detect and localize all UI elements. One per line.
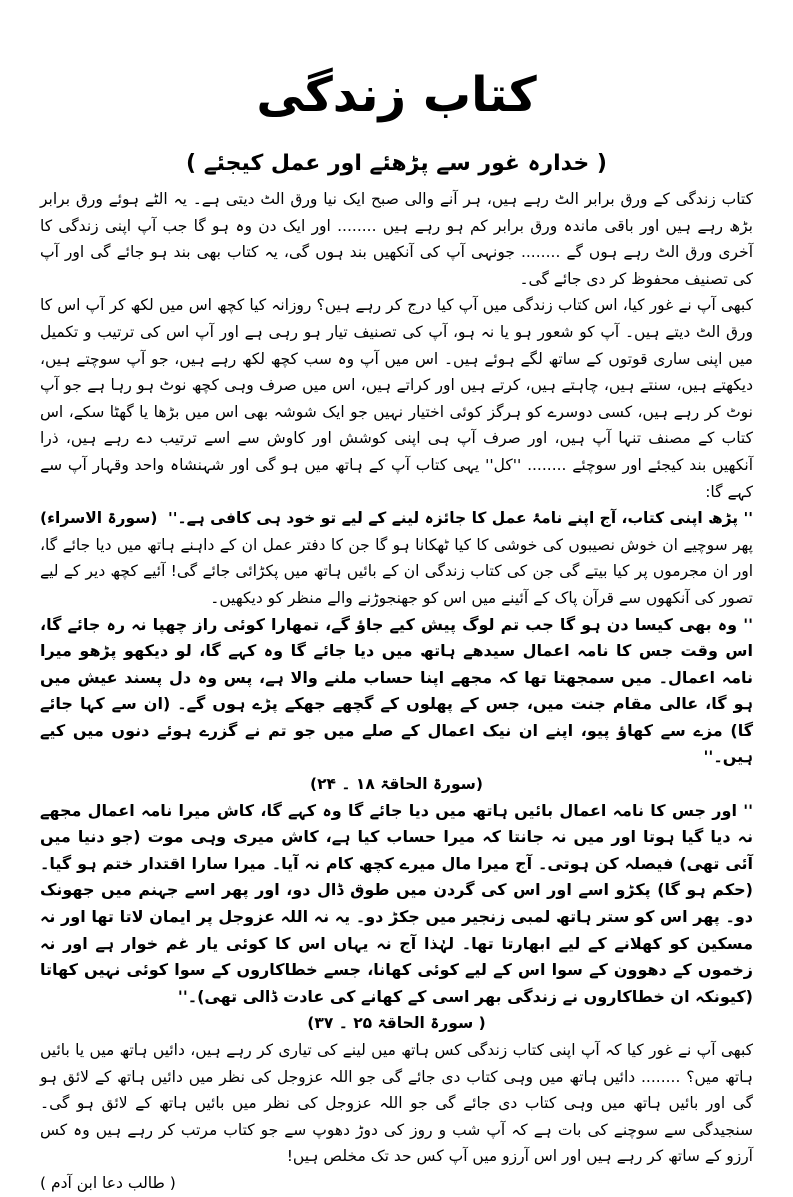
- paragraph-6: کبھی آپ نے غور کیا کہ آپ اپنی کتاب زندگی کس ہاتھ میں لینے کی تیاری کر رہے ہیں، دائیں ہاتھ میں یا بائیں ہاتھ میں؟ ........ دائیں ہاتھ میں وہی کتاب دی جائے گی جو اللہ عزوجل کی نظر میں دائیں ہاتھ کے لائق ہو گی اور بائیں ہاتھ میں وہی کتاب دی جائے گی جو اللہ عزوجل کی نظر میں بائیں ہاتھ کے لائق ہو گی۔ سنجیدگی سے سوچنے کی بات ہے کہ آپ شب و روز کی دوڑ دھوپ سے جو کتاب مرتب کر رہے ہیں وہ کس آرزو کے ساتھ کر رہے ہیں اور اس آرزو میں آپ کس حد تک مخلص ہیں!: [40, 1041, 753, 1166]
- paragraph-4-reference: (سورۃ الحاقۃ ۱۸ ۔ ۲۴): [309, 775, 483, 794]
- signature-row: [40, 1170, 753, 1197]
- page-title: کتاب زندگی: [256, 67, 537, 123]
- quote-1: [40, 505, 753, 532]
- quote-1-reference: (سورۃ الاسراء): [40, 509, 158, 528]
- paragraph-2: کبھی آپ نے غور کیا، اس کتاب زندگی میں آپ کیا درج کر رہے ہیں؟ روزانہ کیا کچھ اس میں لکھ کر آپ اس کا ورق الٹ دیتے ہیں۔ آپ کو شعور ہو یا نہ ہو، آپ کی تصنیف تیار ہو رہی ہے اور آپ اس کی ترتیب و تکمیل میں اپنی ساری قوتوں کے ساتھ لگے ہوئے ہیں۔ اس میں آپ وہ سب کچھ لکھ رہے ہیں، جو آپ سوچتے ہیں، دیکھتے ہیں، سنتے ہیں، چاہتے ہیں، کرتے ہیں اور کراتے ہیں، اس میں صرف وہی کچھ نوٹ ہو رہا ہے جو آپ نوٹ کر رہے ہیں، کسی دوسرے کو ہرگز کوئی اختیار نہیں جو ایک شوشہ بھی اس میں بڑھا یا گھٹا سکے، اس کتاب کے مصنف تنہا آپ ہیں، اور صرف آپ ہی اپنی کوشش اور کاوش سے اسے ترتیب دے رہے ہیں، ذرا آنکھیں بند کیجئے اور سوچئے ........ ''کل'' یہی کتاب آپ کے ہاتھ میں ہو گی اور شہنشاہ واحد وقہار آپ سے کہے گا:: [40, 296, 753, 501]
- paragraph-5: '' اور جس کا نامہ اعمال بائیں ہاتھ میں دیا جائے گا وہ کہے گا، کاش میرا نامہ اعمال مجھے نہ دیا گیا ہوتا اور میں نہ جانتا کہ میرا حساب کیا ہے، کاش میری وہی موت (جو دنیا میں آئی تھی) فیصلہ کن ہوتی۔ آج میرا مال میرے کچھ کام نہ آیا۔ میرا سارا اقتدار ختم ہو گیا۔ (حکم ہو گا) پکڑو اسے اور اس کی گردن میں طوق ڈال دو، اور پھر اسے جہنم میں جھونک دو۔ پھر اس کو ستر ہاتھ لمبی زنجیر میں جکڑ دو۔ یہ نہ اللہ عزوجل پر ایمان لاتا تھا اور نہ مسکین کو کھلانے کے لیے ابھارتا تھا۔ لہٰذا آج نہ یہاں اس کا کوئی یار غم خوار ہے اور نہ زخموں کے دھوون کے سوا اس کے لیے کوئی کھانا، جسے خطاکاروں کے سوا کوئی نہیں کھاتا (کیونکہ ان خطاکاروں نے زندگی بھر اسی کے کھانے کی عادت ڈالی تھی)۔'': [40, 800, 753, 1006]
- paragraph-1: کتاب زندگی کے ورق برابر الٹ رہے ہیں، ہر آنے والی صبح ایک نیا ورق الٹ دیتی ہے۔ یہ الٹے ہوئے ورق برابر بڑھ رہے ہیں اور باقی ماندہ ورق برابر کم ہو رہے ہیں ........ اور ایک دن وہ ہو گا جب آپ اپنی زندگی کا آخری ورق الٹ رہے ہوں گے ........ جونہی آپ کی آنکھیں بند ہوں گی، یہ کتاب بھی بند ہو جائے گی اور آپ کی تصنیف محفوظ کر دی جائے گی۔: [40, 190, 753, 288]
- paragraph-3: پھر سوچیے ان خوش نصیبوں کی خوشی کا کیا ٹھکانا ہو گا جن کا دفتر عمل ان کے داہنے ہاتھ میں دیا جائے گا، اور ان مجرموں پر کیا بیتے گی جن کی کتاب زندگی ان کے بائیں ہاتھ میں پکڑائی جائے گی! آئیے کچھ دیر کے لیے تصور کی آنکھوں سے قرآن پاک کے آئینے میں اس کو جھنجوڑنے والے منظر کو دیکھیں۔: [40, 535, 753, 607]
- paragraph-4: '' وہ بھی کیسا دن ہو گا جب تم لوگ پیش کیے جاؤ گے، تمھارا کوئی راز چھپا نہ رہ جائے گا، اس وقت جس کا نامہ اعمال سیدھے ہاتھ میں دیا جائے گا وہ کہے گا، لو دیکھو پڑھو میرا نامہ اعمال۔ میں سمجھتا تھا کہ مجھے اپنا حساب ملنے والا ہے، پس وہ دل پسند عیش میں ہو گا، عالی مقام جنت میں، جس کے پھلوں کے گچھے جھکے پڑے ہوں گے۔ (ان سے کہا جائے گا) مزے سے کھاؤ پیو، اپنے ان نیک اعمال کے صلے میں جو تم نے گزرے ہوئے دنوں میں کیے ہیں۔'': [40, 614, 754, 767]
- page-subtitle: ( خدارہ غور سے پڑھئے اور عمل کیجئے ): [186, 151, 607, 176]
- signature: ( طالب دعا ابن آدم ): [40, 1173, 176, 1192]
- paragraph-5-reference: ( سورۃ الحاقۃ ۲۵ ۔ ۳۷): [307, 1014, 486, 1033]
- quote-1-text: '' پڑھ اپنی کتاب، آج اپنے نامۂ عمل کا جائزہ لینے کے لیے تو خود ہی کافی ہے۔'': [168, 509, 753, 528]
